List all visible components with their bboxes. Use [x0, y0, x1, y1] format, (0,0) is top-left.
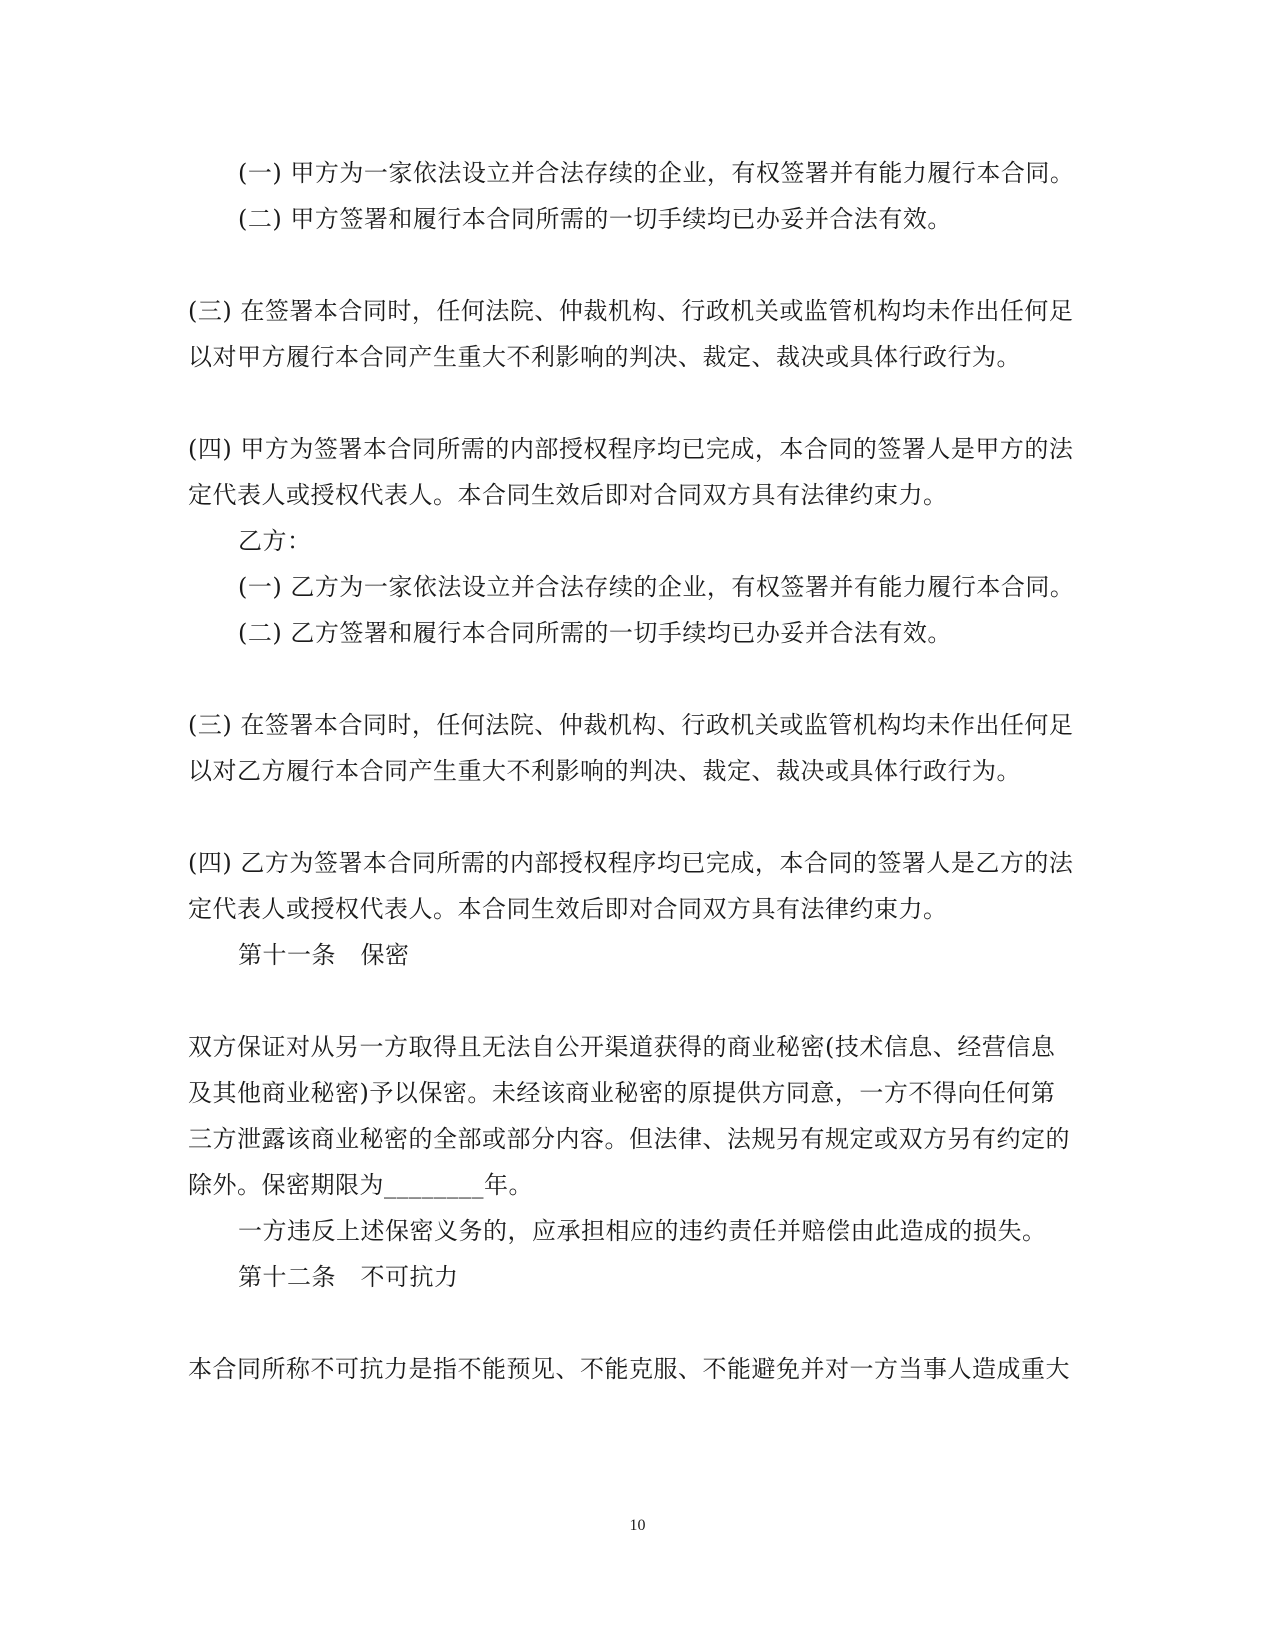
text-line: (一) 甲方为一家依法设立并合法存续的企业，有权签署并有能力履行本合同。	[238, 159, 1075, 187]
text-line: 一方违反上述保密义务的，应承担相应的违约责任并赔偿由此造成的损失。	[238, 1217, 1047, 1245]
text-line: 以对乙方履行本合同产生重大不利影响的判决、裁定、裁决或具体行政行为。	[188, 757, 1021, 785]
text-line: 双方保证对从另一方取得且无法自公开渠道获得的商业秘密(技术信息、经营信息	[188, 1033, 1056, 1061]
text-line: (四) 甲方为签署本合同所需的内部授权程序均已完成，本合同的签署人是甲方的法	[188, 435, 1074, 463]
section-heading: 第十二条 不可抗力	[238, 1263, 459, 1291]
text-line: 除外。保密期限为________年。	[188, 1171, 533, 1199]
text-line: (二) 乙方签署和履行本合同所需的一切手续均已办妥并合法有效。	[238, 619, 952, 647]
text-line: 以对甲方履行本合同产生重大不利影响的判决、裁定、裁决或具体行政行为。	[188, 343, 1021, 371]
text-line: (四) 乙方为签署本合同所需的内部授权程序均已完成，本合同的签署人是乙方的法	[188, 849, 1074, 877]
text-line: (一) 乙方为一家依法设立并合法存续的企业，有权签署并有能力履行本合同。	[238, 573, 1075, 601]
text-line: (二) 甲方签署和履行本合同所需的一切手续均已办妥并合法有效。	[238, 205, 952, 233]
text-line: (三) 在签署本合同时，任何法院、仲裁机构、行政机关或监管机构均未作出任何足	[188, 297, 1074, 325]
section-heading: 第十一条 保密	[238, 941, 410, 969]
text-line: 定代表人或授权代表人。本合同生效后即对合同双方具有法律约束力。	[188, 895, 948, 923]
text-line: 定代表人或授权代表人。本合同生效后即对合同双方具有法律约束力。	[188, 481, 948, 509]
page-number: 10	[629, 1517, 646, 1534]
text-line: (三) 在签署本合同时，任何法院、仲裁机构、行政机关或监管机构均未作出任何足	[188, 711, 1074, 739]
text-line: 三方泄露该商业秘密的全部或部分内容。但法律、法规另有规定或双方另有约定的	[188, 1125, 1070, 1153]
text-line: 本合同所称不可抗力是指不能预见、不能克服、不能避免并对一方当事人造成重大	[188, 1355, 1070, 1383]
text-line: 乙方：	[238, 527, 312, 555]
text-line: 及其他商业秘密)予以保密。未经该商业秘密的原提供方同意，一方不得向任何第	[188, 1079, 1056, 1107]
